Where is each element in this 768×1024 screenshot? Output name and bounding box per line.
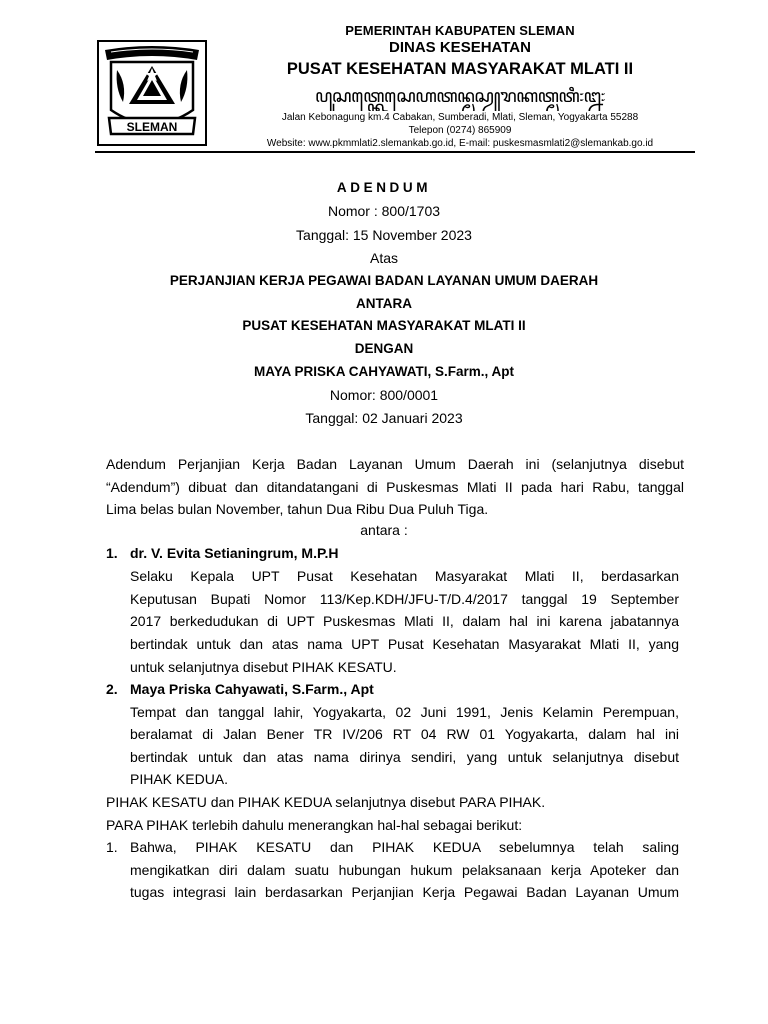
antara-label: antara :: [360, 522, 408, 538]
website-email: Website: www.pkmmlati2.slemankab.go.id, E-mail: puskesmasmlati2@slemankab.go.id: [266, 138, 654, 149]
antara-heading: ANTARA: [356, 296, 412, 311]
party-name-heading: MAYA PRISKA CAHYAWATI, S.Farm., Apt: [253, 364, 515, 379]
dengan-heading: DENGAN: [354, 341, 414, 356]
original-agreement-number: Nomor: 800/0001: [329, 387, 439, 403]
intro-line-1: Adendum Perjanjian Kerja Badan Layanan Umum Daerah ini (selanjutnya disebut: [106, 456, 684, 472]
intro-line-2: “Adendum”) dibuat dan ditandatangani di Puskesmas Mlati II pada hari Rabu, tanggal: [106, 479, 684, 495]
letterhead-divider: [95, 151, 695, 153]
party-2-line-3: bertindak untuk dan atas nama dirinya sendiri, yang untuk selanjutnya disebut: [130, 749, 679, 765]
letterhead: [210, 22, 710, 150]
party-1-line-2: Keputusan Bupati Nomor 113/Kep.KDH/JFU-T/D.4/2017 tanggal 19 September: [130, 591, 679, 607]
government-name: PEMERINTAH KABUPATEN SLEMAN: [345, 23, 575, 38]
javanese-script-name: ꦥꦸꦱꦠ꧀ꦏꦺꦱꦺꦲꦠꦤ꧀ꦩꦱꦾꦫꦏꦠ꧀ꦩ꧀ꦭꦠꦶ꧇꧒꧇: [315, 86, 605, 107]
puskesmas-heading: PUSAT KESEHATAN MASYARAKAT MLATI II: [242, 318, 526, 333]
recital-1-number: 1.: [106, 839, 118, 855]
party-1-line-4: bertindak untuk dan atas nama UPT Pusat Kesehatan Masyarakat Mlati II, yang: [130, 636, 679, 652]
party-2-line-1: Tempat dan tanggal lahir, Yogyakarta, 02 Juni 1991, Jenis Kelamin Perempuan,: [130, 704, 679, 720]
party-2-line-2: beralamat di Jalan Bener TR IV/206 RT 04 RW 01 Yogyakarta, dalam hal ini: [130, 726, 679, 742]
logo-text: SLEMAN: [126, 120, 178, 134]
party-1-line-5: untuk selanjutnya disebut PIHAK KESATU.: [130, 659, 397, 675]
party-2-number: 2.: [106, 681, 118, 697]
address: Jalan Kebonagung km.4 Cabakan, Sumberadi, Mlati, Sleman, Yogyakarta 55288: [281, 112, 639, 123]
recital-1-line-1: Bahwa, PIHAK KESATU dan PIHAK KEDUA sebelumnya telah saling: [130, 839, 679, 855]
para-pihak-definition: PIHAK KESATU dan PIHAK KEDUA selanjutnya disebut PARA PIHAK.: [106, 794, 546, 810]
document-number: Nomor : 800/1703: [327, 203, 441, 219]
agreement-title: PERJANJIAN KERJA PEGAWAI BADAN LAYANAN UMUM DAERAH: [169, 273, 599, 288]
document-date: Tanggal: 15 November 2023: [296, 227, 472, 243]
para-pihak-statement: PARA PIHAK terlebih dahulu menerangkan hal-hal sebagai berikut:: [106, 817, 523, 833]
intro-line-3: Lima belas bulan November, tahun Dua Ribu Dua Puluh Tiga.: [106, 501, 489, 517]
recital-1-line-2: mengikatkan diri dalam suatu hubungan hukum pelaksanaan kerja Apoteker dan: [130, 862, 679, 878]
sleman-coat-of-arms-logo: [97, 40, 207, 146]
party-2-name: Maya Priska Cahyawati, S.Farm., Apt: [130, 681, 374, 697]
recital-1-line-3: tugas integrasi lain berdasarkan Perjanjian Kerja Pegawai Badan Layanan Umum: [130, 884, 679, 900]
party-1-number: 1.: [106, 545, 118, 561]
atas-label: Atas: [369, 250, 398, 266]
party-1-line-1: Selaku Kepala UPT Pusat Kesehatan Masyarakat Mlati II, berdasarkan: [130, 568, 679, 584]
phone: Telepon (0274) 865909: [408, 125, 512, 136]
department-name: DINAS KESEHATAN: [389, 39, 531, 56]
institution-name: PUSAT KESEHATAN MASYARAKAT MLATI II: [286, 60, 634, 78]
party-1-name: dr. V. Evita Setianingrum, M.P.H: [130, 545, 339, 561]
party-2-line-4: PIHAK KEDUA.: [130, 771, 229, 787]
original-agreement-date: Tanggal: 02 Januari 2023: [305, 410, 463, 426]
party-1-line-3: 2017 berkedudukan di UPT Puskesmas Mlati II, dalam hal ini karena jabatannya: [130, 613, 679, 629]
document-heading: ADENDUM: [336, 180, 432, 195]
